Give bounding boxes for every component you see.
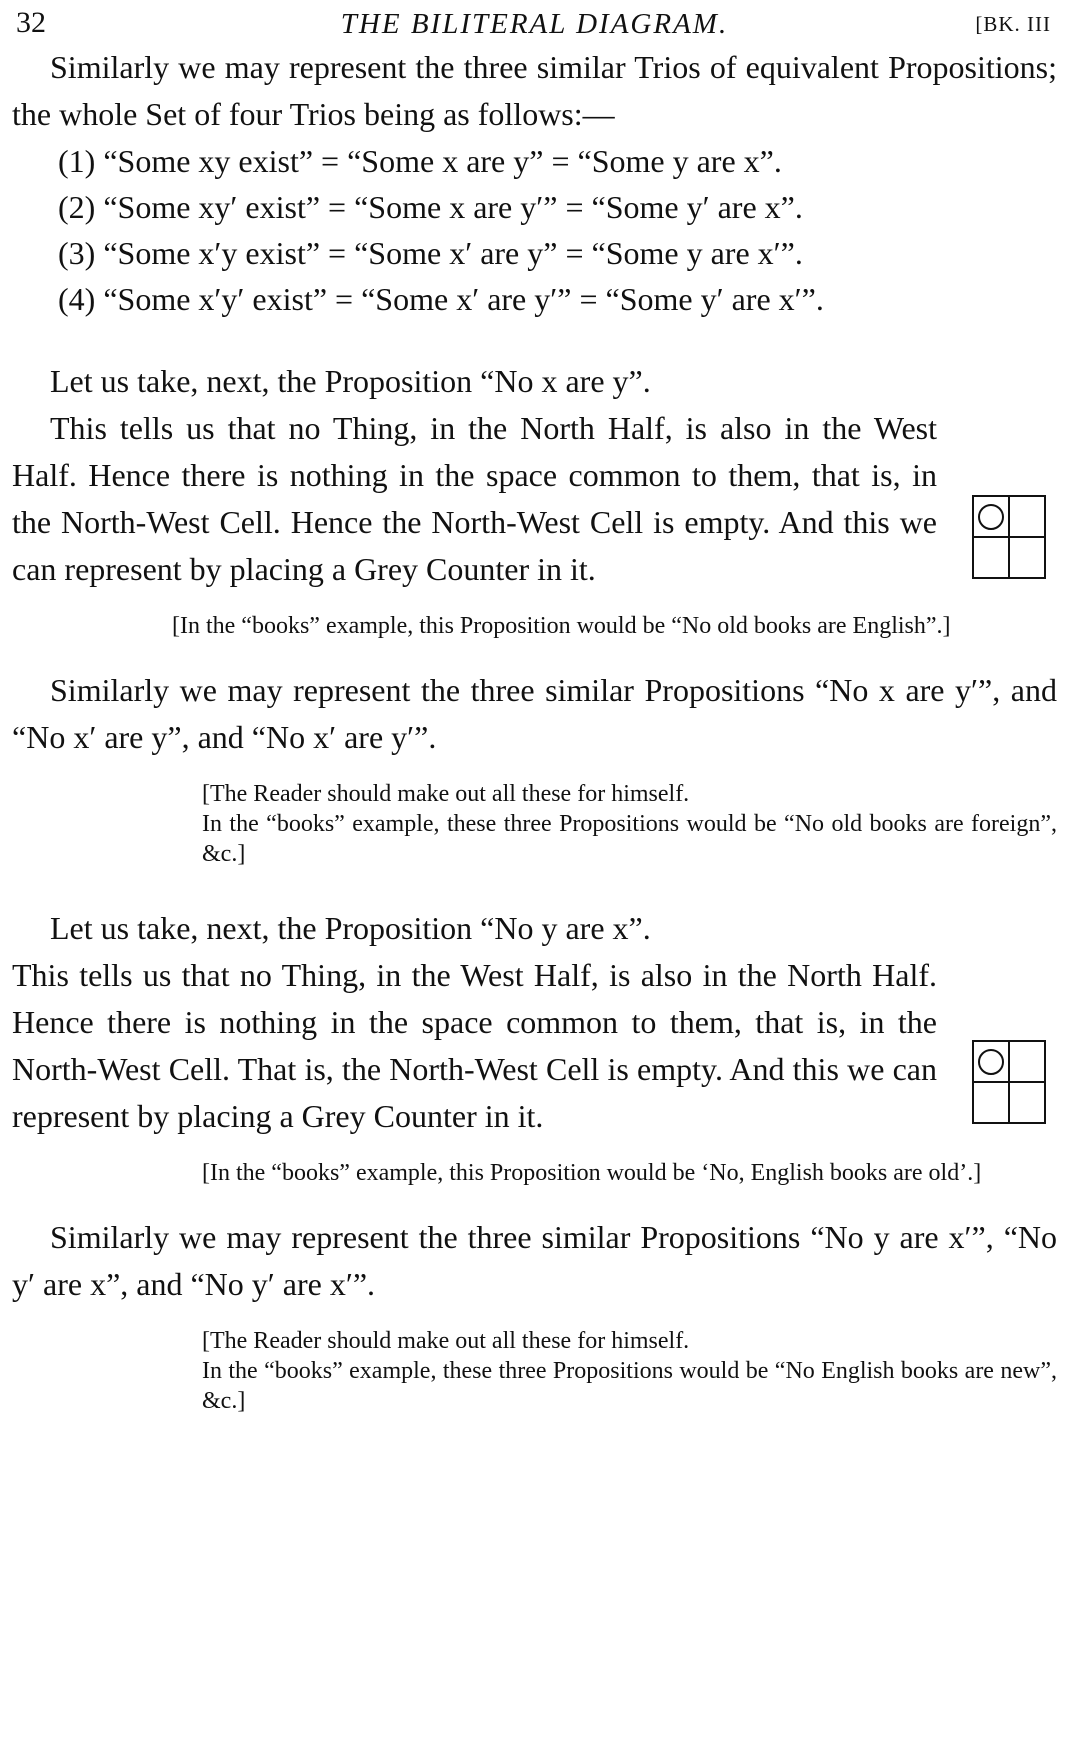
section3-lead: Let us take, next, the Proposition “No y are x”. [50,910,651,946]
equation-list [58,138,1057,322]
section1-lead: Let us take, next, the Proposition “No x are y”. [50,363,651,399]
running-title: THE BILITERAL DIAGRAM. [340,8,729,40]
page-number: 32 [16,6,46,39]
section4-note-line2: In the “books” example, these three Propositions would be “No English books are new”, &c.] [202,1358,1057,1414]
equation-2: (2) “Some xy′ exist” = “Some x are y′” = “Some y′ are x”. [58,189,803,225]
intro-paragraph: Similarly we may represent the three similar Trios of equivalent Propositions; the whole Set of four Trios being as follows:— [12,49,1057,132]
book-marker: [BK. III [975,12,1051,36]
section4-body: Similarly we may represent the three similar Propositions “No y are x′”, “No y′ are x”, and “No y′ are x′”. [12,1219,1057,1302]
section3-body: This tells us that no Thing, in the West Half, is also in the North Half. Hence there is nothing in the space common to them, that is, in the North-West Cell. That is, the North-West Cell is empty. And this we can represent by placing a Grey Counter in it. [12,957,937,1134]
section2-body: Similarly we may represent the three similar Propositions “No x are y′”, and “No x′ are y”, and “No x′ are y′”. [12,672,1057,755]
section1-note: [In the “books” example, this Proposition would be “No old books are English”.] [172,613,951,639]
grey-counter-icon [979,1050,1003,1074]
section3-note: [In the “books” example, this Proposition would be ‘No, English books are old’.] [202,1160,982,1186]
section4-note [202,1326,1057,1416]
page-header [12,0,1057,44]
section2-note [202,779,1057,869]
biliteral-diagram-1 [971,494,1047,580]
section4-note-line1: [The Reader should make out all these for himself. [202,1328,690,1354]
section2-note-line1: [The Reader should make out all these for himself. [202,781,690,807]
grey-counter-icon [979,505,1003,529]
equation-3: (3) “Some x′y exist” = “Some x′ are y” = “Some y are x′”. [58,235,803,271]
equation-4: (4) “Some x′y′ exist” = “Some x′ are y′” = “Some y′ are x′”. [58,281,824,317]
equation-1: (1) “Some xy exist” = “Some x are y” = “Some y are x”. [58,143,782,179]
section2-note-line2: In the “books” example, these three Propositions would be “No old books are foreign”, &c.] [202,811,1057,867]
section-no-x-are-y [12,358,1057,593]
section1-body: This tells us that no Thing, in the North Half, is also in the West Half. Hence there is nothing in the space common to them, that is, in the North-West Cell. Hence the North-West Cell is empty. And this we can represent by placing a Grey Counter in it. [12,410,937,587]
section-no-y-are-x [12,905,1057,1140]
biliteral-diagram-2 [971,1039,1047,1125]
